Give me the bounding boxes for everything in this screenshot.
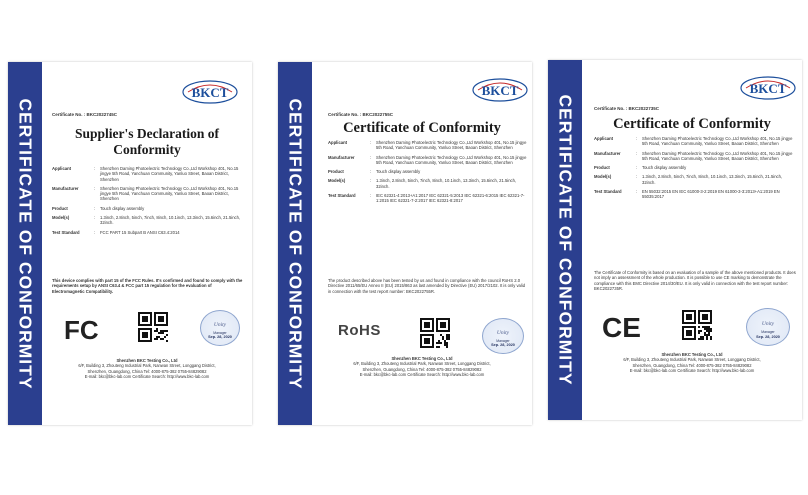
ce-mark-icon: [602, 312, 642, 345]
side-band: [8, 62, 42, 425]
svg-text:BKCT: BKCT: [481, 83, 519, 98]
models-row: Model(s) : 1.3inch, 2.8inch, 5inch, 7inch, 8inch, 10.1inch, 13.3inch, 15.6inch, 21.5inch, 32inch.: [594, 174, 783, 185]
certificate-number: Certificate No. : BKC2022755C: [328, 112, 394, 117]
side-band-text: CERTIFICATE OF CONFORMITY: [15, 97, 36, 390]
seal-date: Sep. 28, 2020: [756, 334, 780, 339]
certificate-footer: Shenzhen BKC Testing Co., Ltd 6/F, Building 3, Zhouteng Industrial Park, Nanwan Street, Longgang District, Shenzhen, Guangdong, China Tel: 4000-875-382 0755-84829082 E-mail: bkc@bkc-lab.com Certificate Search: http://www.bkc-lab.com: [353, 356, 491, 378]
manager-seal: [482, 318, 524, 354]
bkct-logo: [182, 80, 238, 104]
standard-row: Test Standard : IEC 62321-4:2013+A1:2017 IEC 62321-5:2013 IEC 62321-6:2015 IEC 62321-7-1:2015 IEC 62321-7-2:2017 IEC 62321-8:2017: [328, 193, 525, 204]
seal-title: Manager: [496, 338, 510, 343]
signature: Unity: [761, 320, 775, 327]
signature: Unity: [496, 329, 510, 336]
seal-title: Manager: [761, 329, 775, 334]
standard-row: Test Standard : EN 55032:2015 EN IEC 61000-3-2:2019 EN 61000-3-3:2013+A1:2019 EN 55035:2017: [594, 189, 780, 200]
certificate-number: Certificate No. : BKC2022735C: [594, 106, 660, 111]
certificate-fields: [52, 166, 247, 239]
compliance-statement: The product described above has been tested by us and found in compliance with the council RoHS 2.0 Directive 2011/65/EU Annex II (EU) 2015/863 as last amended by Directive (EU) 2017/2102. It is only valid in connection with the test report number: BKC2022755R.: [328, 278, 526, 294]
certificate-fields: [328, 140, 528, 208]
applicant-row: Applicant : Shenzhen Daming Photoelectric Technology Co.,Ltd Workshop 401, No.15 jingye 5th Road, Yanchuan Community, Yanluo Street, Baoan District, Shenzhen: [594, 136, 793, 147]
manager-seal: [200, 310, 240, 346]
certificate-ce: [548, 60, 802, 420]
seal-date: Sep. 28, 2020: [491, 343, 515, 348]
seal-date: Sep. 28, 2020: [208, 335, 232, 340]
certificate-number: Certificate No. : BKC2022745C: [52, 112, 118, 117]
applicant-row: Applicant : Shenzhen Daming Photoelectric Technology Co.,Ltd Workshop 401, No.15 jingye 5th Road, Yanchuan Community, Yanluo Street, Baoan District, Shenzhen: [52, 166, 239, 182]
applicant-row: Applicant : Shenzhen Daming Photoelectric Technology Co.,Ltd Workshop 401, No.15 jingye 5th Road, Yanchuan Community, Yanluo Street, Baoan District, Shenzhen: [328, 140, 527, 151]
qr-code-icon: [682, 310, 712, 340]
manufacturer-row: Manufacturer : Shenzhen Daming Photoelectric Technology Co.,Ltd Workshop 401, No.15 jingye 5th Road, Yanchuan Community, Yanluo Street, Baoan District, Shenzhen: [328, 154, 527, 165]
svg-text:BKCT: BKCT: [749, 81, 787, 96]
bkct-logo: [472, 78, 528, 102]
models-row: Model(s) : 1.3inch, 2.8inch, 5inch, 7inch, 8inch, 10.1inch, 13.3inch, 15.6inch, 21.5inch, 32inch.: [52, 215, 241, 226]
svg-text:BKCT: BKCT: [191, 85, 229, 100]
certificate-title: Certificate of Conformity: [613, 116, 771, 132]
compliance-statement: This device complies with part 15 of the FCC Rules. It's confirmed and found to comply with the requirements setup by ANSI C63.4 & FCC part 15 regulation for the evaluation of Electromagnetic Compatibility.: [52, 278, 243, 294]
rohs-mark-icon: RoHS: [338, 322, 381, 339]
seal-title: Manager: [213, 330, 227, 335]
manager-seal: [746, 308, 790, 346]
fcc-mark-icon: [64, 316, 102, 347]
product-row: Product : Touch display assembly: [594, 165, 687, 171]
certificate-title: Certificate of Conformity: [343, 120, 501, 136]
certificate-fcc: [8, 62, 252, 425]
qr-code-icon: [420, 318, 450, 348]
manufacturer-row: Manufacturer : Shenzhen Daming Photoelectric Technology Co.,Ltd Workshop 401, No.15 jingye 5th Road, Yanchuan Community, Yanluo Street, Baoan District, Shenzhen: [594, 150, 793, 161]
side-band-text: CERTIFICATE OF CONFORMITY: [285, 97, 306, 390]
certificate-rohs: [278, 62, 532, 425]
certificate-fields: [594, 136, 794, 204]
product-row: Product : Touch display assembly: [328, 169, 421, 175]
manufacturer-row: Manufacturer : Shenzhen Daming Photoelectric Technology Co.,Ltd Workshop 401, No.15 jingye 5th Road, Yanchuan Community, Yanluo Street, Baoan District, Shenzhen: [52, 185, 239, 202]
models-row: Model(s) : 1.3inch, 2.8inch, 5inch, 7inch, 8inch, 10.1inch, 13.3inch, 15.6inch, 21.5inch, 32inch.: [328, 178, 517, 189]
certificate-footer: Shenzhen BKC Testing Co., Ltd 6/F, Building 3, Zhouteng Industrial Park, Nanwan Street, Longgang District, Shenzhen, Guangdong, China Tel: 4000-875-382 0755-84829082 E-mail: bkc@bkc-lab.com Certificate Search: http://www.bkc-lab.com: [623, 352, 761, 374]
certificate-title: Supplier's Declaration of Conformity: [75, 126, 219, 158]
compliance-statement: The Certificate of Conformity is based on an evaluation of a sample of the above mentioned products. It does not imply an assessment of the whole production. It is possible to use CE marking to demonstrate the compliance with this EMC Directive 2014/30/EU. It is only valid in connection with the test report number: BKC2022735R.: [594, 270, 796, 292]
qr-code-icon: [138, 312, 168, 342]
side-band: [278, 62, 312, 425]
side-band-text: CERTIFICATE OF CONFORMITY: [555, 94, 576, 386]
certificate-footer: Shenzhen BKC Testing Co., Ltd 6/F, Building 3, Zhouteng Industrial Park, Nanwan Street, Longgang District, Shenzhen, Guangdong, China Tel: 4000-875-382 0755-84829082 E-mail: bkc@bkc-lab.com Certificate Search: http://www.bkc-lab.com: [78, 358, 216, 380]
product-row: Product : Touch display assembly: [52, 205, 145, 211]
signature: Unity: [213, 321, 227, 328]
svg-text:FC: FC: [64, 316, 99, 342]
svg-text:CE: CE: [602, 312, 641, 340]
standard-row: Test Standard : FCC PART 15 Subpart B ANSI C63.4:2014: [52, 229, 180, 235]
side-band: [548, 60, 582, 420]
bkct-logo: [740, 76, 796, 100]
